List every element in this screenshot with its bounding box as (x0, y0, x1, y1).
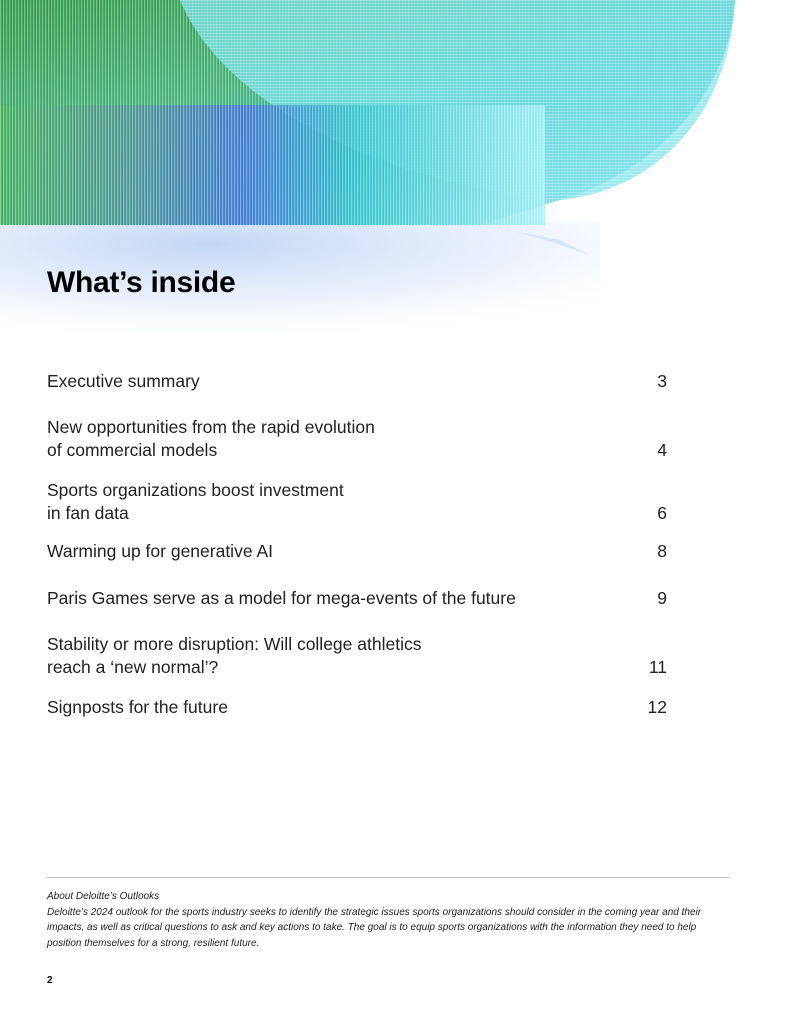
page-number: 2 (47, 975, 53, 986)
about-heading: About Deloitte’s Outlooks (47, 891, 160, 902)
page-title: What’s inside (47, 266, 236, 299)
toc-entry[interactable] (47, 479, 667, 525)
toc-entry[interactable] (47, 416, 667, 462)
toc-entry-page: 6 (657, 503, 667, 523)
toc-entry-title: New opportunities from the rapid evolution of commercial models (47, 417, 375, 460)
toc-entry[interactable] (47, 370, 667, 393)
toc-entry-title: Warming up for generative AI (47, 541, 273, 561)
footer-divider (47, 877, 729, 878)
toc-entry[interactable] (47, 540, 667, 563)
toc-entry-page: 8 (657, 541, 667, 561)
toc-entry-title: Stability or more disruption: Will college athletics reach a ‘new normal’? (47, 634, 422, 677)
toc-entry[interactable] (47, 696, 667, 719)
toc-entry[interactable] (47, 633, 667, 679)
about-outlooks-note (47, 889, 727, 951)
toc-entry-page: 3 (657, 371, 667, 391)
toc-entry-page: 11 (648, 657, 667, 677)
toc-entry-title: Executive summary (47, 371, 200, 391)
toc-entry-title: Paris Games serve as a model for mega-events of the future (47, 588, 516, 608)
toc-entry-page: 12 (647, 697, 667, 717)
toc-entry-title: Signposts for the future (47, 697, 228, 717)
toc-entry-page: 4 (657, 440, 667, 460)
toc-entry-page: 9 (657, 588, 667, 608)
toc-entry[interactable] (47, 587, 667, 610)
toc-entry-title: Sports organizations boost investment in fan data (47, 480, 344, 523)
about-body: Deloitte’s 2024 outlook for the sports industry seeks to identify the strategic issues sports organizations should consider in the coming year and their impacts, as well as critical questions to ask and key actions to take. The goal is to equip sports organizations with the information they need to help position themselves for a strong, resilient future. (47, 906, 702, 949)
